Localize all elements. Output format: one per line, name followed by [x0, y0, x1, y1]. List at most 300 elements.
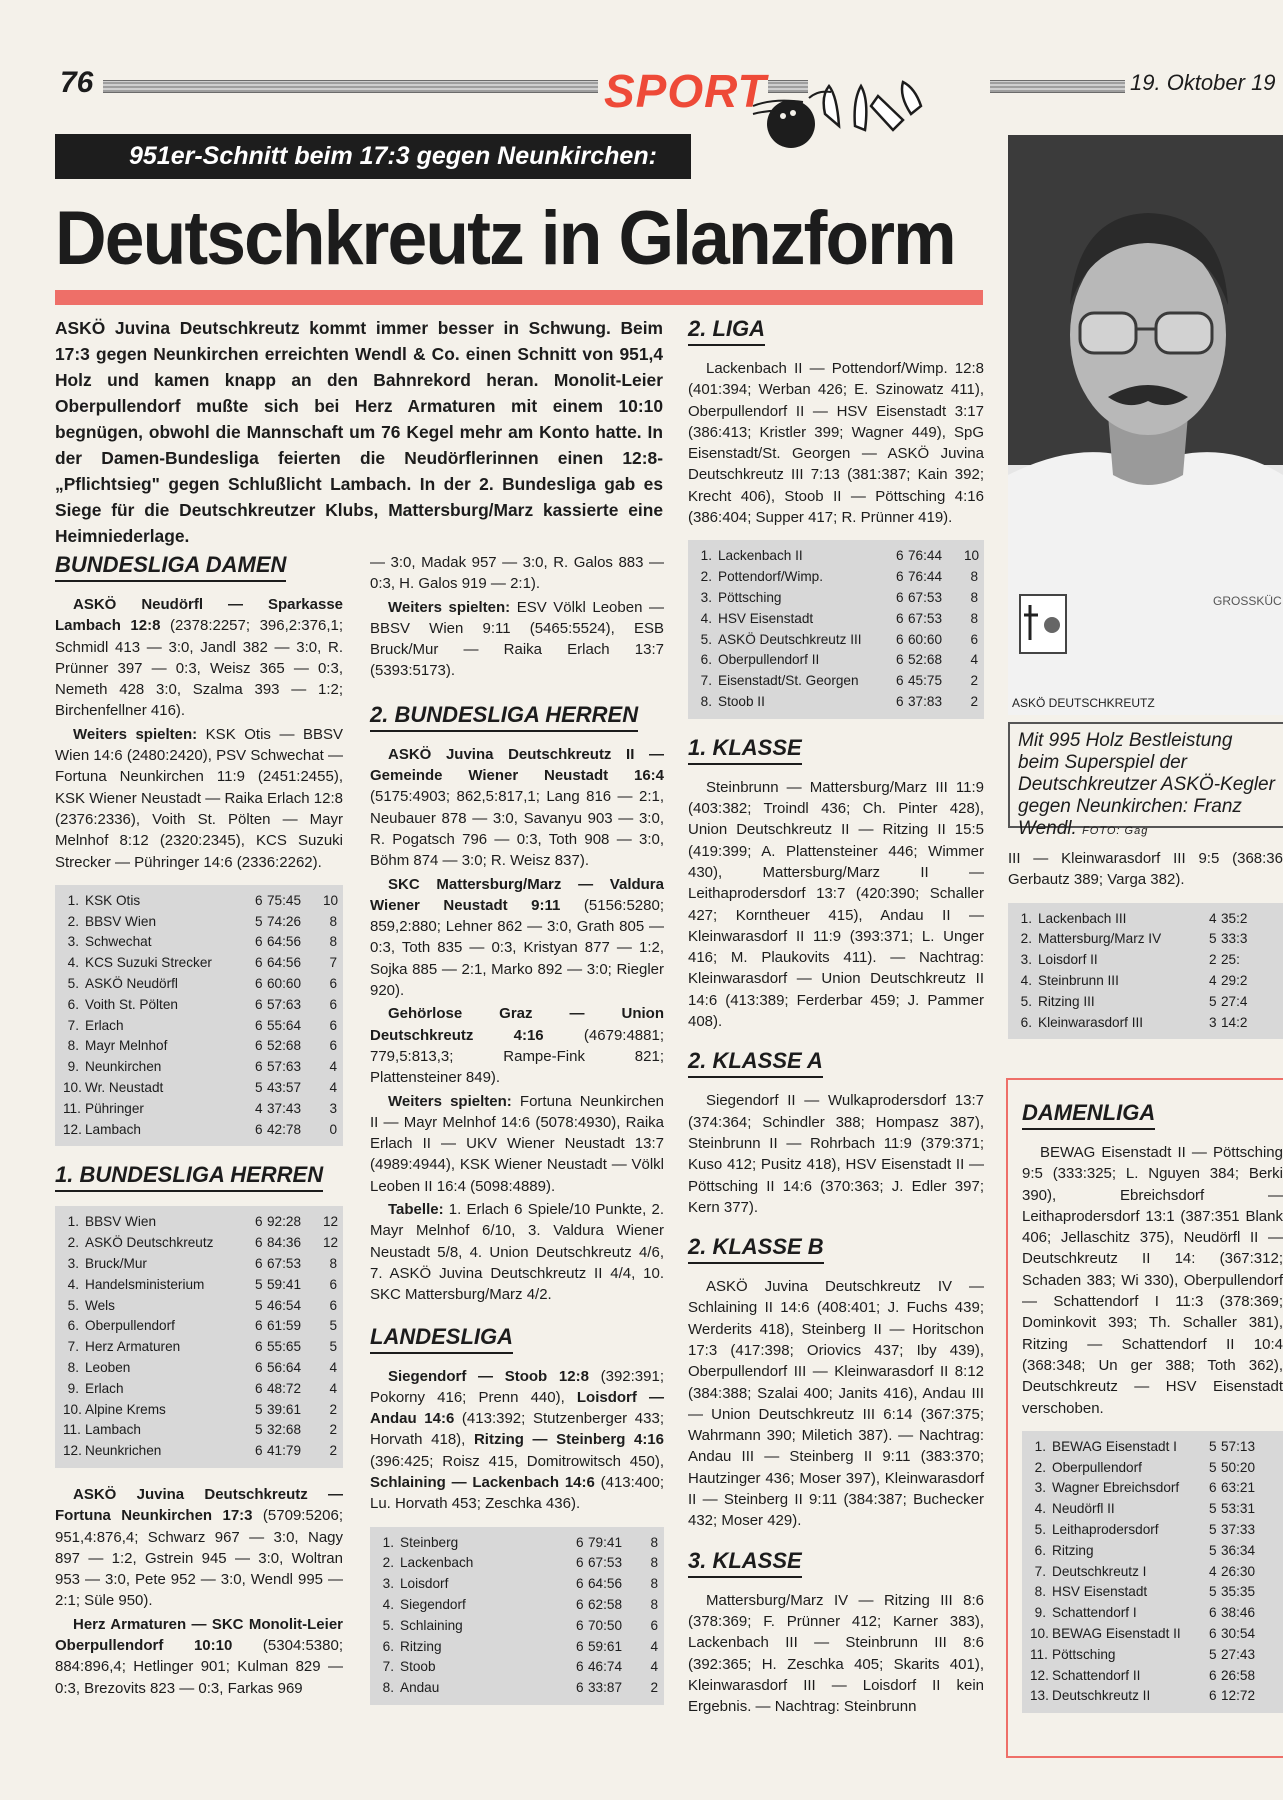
section-heading-2-liga: 2. LIGA [688, 316, 765, 346]
standings-team: Deutschkreutz I [1052, 1563, 1147, 1579]
standings-row [696, 650, 978, 671]
standings-team: Eisenstadt/St. Georgen [718, 673, 859, 689]
standings-row [63, 1016, 337, 1037]
match-details: Fortuna Neunkirchen II — Mayr Melnhof 14:6 (5078:4930), Raika Erlach II — UKV Wiener Neustadt 13:7 (4989:4944), KSK Wiener Neustadt — Völkl Leoben II 16:4 (5098:4889). [370, 1092, 664, 1195]
standings-team: Deutschkreutz II [1052, 1688, 1151, 1704]
standings-score: 30:54 [1221, 1626, 1256, 1642]
standings-pts: 10 [964, 548, 980, 564]
standings-games: 6 [255, 1443, 263, 1459]
match-headline: SKC Mattersburg/Marz — Valdura Wiener Neustadt 9:11 [370, 875, 664, 914]
standings-score: 76:44 [908, 569, 943, 585]
section-heading-bundesliga-damen: BUNDESLIGA DAMEN [55, 552, 286, 582]
standings-row [1030, 1541, 1277, 1562]
standings-pts: 4 [329, 1080, 337, 1096]
report-paragraph [370, 1003, 664, 1088]
standings-games: 6 [255, 1235, 263, 1251]
standings-score: 35:2 [1221, 910, 1248, 926]
standings-score: 79:41 [588, 1534, 623, 1550]
standings-pts: 2 [329, 1401, 337, 1417]
standings-score: 57:13 [1221, 1438, 1256, 1454]
standings-pos: 4. [700, 610, 712, 626]
standings-row [63, 974, 337, 995]
standings-pts: 12 [323, 1214, 339, 1230]
standings-score: 29:2 [1221, 972, 1248, 988]
standings-pos: 7. [700, 673, 712, 689]
section-heading-damenliga: DAMENLIGA [1022, 1100, 1155, 1130]
standings-pos: 2. [67, 913, 79, 929]
standings-pos: 6. [67, 996, 79, 1012]
standings-row [1016, 992, 1277, 1013]
standings-pos: 5. [700, 631, 712, 647]
match-headline: Siegendorf — Stoob 12:8 [388, 1367, 589, 1385]
standings-table-bundesliga-damen [55, 885, 343, 1147]
report-paragraph: — 3:0, Madak 957 — 3:0, R. Galos 883 — 0:3, H. Galos 919 — 2:1). [370, 554, 664, 593]
report-paragraph: Lackenbach II — Pottendorf/Wimp. 12:8 (401:394; Werban 426; E. Szinowatz 411), Oberpullendorf II — HSV Eisenstadt 3:17 (386:413; Kristler 399; Wagner 449), SpG Eisenstadt/St. Georgen — ASKÖ Juvina Deutschkreutz III 7:13 (381:387; Kain 392; Krecht 406), Stoob II — Pöttsching 4:16 (386:404; Supper 417; R. Prünner 419). [688, 360, 984, 527]
standings-row [1030, 1478, 1277, 1499]
standings-row [63, 1254, 337, 1275]
standings-team: Schattendorf II [1052, 1667, 1141, 1683]
report-paragraph: Mattersburg/Marz IV — Ritzing III 8:6 (378:369; F. Prünner 412; Karner 383), Lackenbach III — Steinbrunn III 8:6 (392:365; H. Zeschka 405; Skarits 401), Kleinwarasdorf III — Loisdorf II kein Ergebnis. — Nachtrag: Steinbrunn [688, 1591, 984, 1716]
standings-pos: 5. [1034, 1522, 1046, 1538]
section-title: SPORT [604, 65, 767, 117]
standings-games: 6 [255, 1318, 263, 1334]
page-number: 76 [60, 66, 94, 99]
standings-row [696, 588, 978, 609]
standings-pos: 3. [1020, 952, 1032, 968]
standings-games: 6 [255, 1256, 263, 1272]
standings-pts: 6 [329, 976, 337, 992]
standings-pos: 5. [67, 976, 79, 992]
standings-pos: 2. [1020, 931, 1032, 947]
standings-row [63, 932, 337, 953]
standings-pos: 12. [63, 1121, 82, 1137]
standings-team: ASKÖ Deutschkreutz [85, 1235, 214, 1251]
report-paragraph [370, 1199, 664, 1305]
match-details: (413:392; Stutzenberger 433; Horvath 418), [370, 1410, 664, 1449]
standings-score: 38:46 [1221, 1605, 1256, 1621]
standings-team: KSK Otis [85, 892, 141, 908]
standings-row [1030, 1458, 1277, 1479]
standings-pts: 6 [329, 1297, 337, 1313]
standings-score: 63:21 [1221, 1480, 1256, 1496]
section-heading-2-bundesliga-herren: 2. BUNDESLIGA HERREN [370, 702, 638, 732]
standings-team: Erlach [85, 1017, 124, 1033]
standings-row [1030, 1666, 1277, 1687]
standings-team: Wels [85, 1297, 115, 1313]
standings-pos: 2. [67, 1235, 79, 1251]
standings-team: Stoob II [718, 693, 765, 709]
standings-pts: 3 [329, 1100, 337, 1116]
column-1 [55, 552, 343, 1701]
standings-pos: 1. [382, 1534, 394, 1550]
standings-row [1030, 1499, 1277, 1520]
match-headline: Weiters spielten: [73, 725, 198, 743]
match-details: ESV Völkl Leoben — BBSV Wien 9:11 (5465:5524), ESB Bruck/Mur — Raika Erlach 13:7 (5393:5173). [370, 598, 664, 680]
standings-pts: 10 [323, 892, 339, 908]
standings-pos: 1. [1020, 910, 1032, 926]
section-heading-2-klasse-a: 2. KLASSE A [688, 1048, 823, 1078]
standings-team: Mattersburg/Marz IV [1038, 931, 1162, 947]
standings-pts: 6 [650, 1617, 658, 1633]
match-headline: Herz Armaturen — SKC Monolit-Leier Oberpullendorf 10:10 [55, 1615, 343, 1655]
report-paragraph [55, 724, 343, 873]
standings-games: 6 [896, 589, 904, 605]
standings-score: 55:65 [267, 1339, 302, 1355]
standings-score: 52:68 [908, 652, 943, 668]
standings-pos: 7. [1034, 1563, 1046, 1579]
standings-games: 6 [896, 610, 904, 626]
standings-games: 6 [255, 1339, 263, 1355]
standings-score: 67:53 [267, 1256, 302, 1272]
standings-score: 62:58 [588, 1596, 623, 1612]
match-headline: ASKÖ Juvina Deutschkreutz II — Gemeinde Wiener Neustadt 16:4 [370, 745, 664, 785]
standings-pos: 5. [1020, 993, 1032, 1009]
standings-games: 5 [1209, 1522, 1217, 1538]
standings-team: Siegendorf [400, 1596, 466, 1612]
standings-row [63, 1400, 337, 1421]
standings-score: 64:56 [267, 955, 302, 971]
standings-team: Schattendorf I [1052, 1605, 1137, 1621]
standings-team: Schwechat [85, 934, 152, 950]
standings-score: 60:60 [908, 631, 943, 647]
standings-games: 6 [576, 1617, 584, 1633]
standings-games: 6 [576, 1596, 584, 1612]
standings-pts: 8 [329, 913, 337, 929]
standings-pos: 13. [1030, 1688, 1049, 1704]
standings-pos: 9. [67, 1380, 79, 1396]
standings-team: Loisdorf [400, 1576, 449, 1592]
standings-row [63, 1078, 337, 1099]
standings-games: 6 [1209, 1688, 1217, 1704]
standings-pts: 2 [970, 693, 978, 709]
standings-games: 2 [1209, 952, 1217, 968]
standings-games: 6 [255, 892, 263, 908]
section-heading-1-klasse: 1. KLASSE [688, 735, 802, 765]
photo-caption [1008, 722, 1283, 839]
standings-team: Alpine Krems [85, 1401, 166, 1417]
standings-pts: 8 [970, 569, 978, 585]
standings-team: Bruck/Mur [85, 1256, 147, 1272]
standings-score: 67:53 [908, 589, 943, 605]
standings-score: 67:53 [908, 610, 943, 626]
column-3 [688, 316, 984, 1719]
standings-team: Lackenbach [400, 1555, 474, 1571]
standings-pts: 6 [329, 996, 337, 1012]
report-paragraph [55, 1614, 343, 1699]
standings-score: 92:28 [267, 1214, 302, 1230]
report-paragraph: III — Kleinwarasdorf III 9:5 (368:36 Gerbautz 389; Varga 382). [1008, 850, 1283, 889]
standings-pos: 11. [63, 1100, 81, 1116]
masthead-rule-left [103, 80, 598, 93]
standings-row [63, 1296, 337, 1317]
standings-games: 6 [896, 673, 904, 689]
standings-row [63, 912, 337, 933]
standings-pos: 6. [1020, 1014, 1032, 1030]
match-details: (2378:2257; 396,2:376,1; Schmidl 413 — 3:0, Jandl 382 — 3:0, R. Prünner 397 — 0:3, Weisz 365 — 0:3, Nemeth 428 3:0, Szalma 393 — 1:2; Birchenfellner 416). [55, 617, 343, 720]
standings-pts: 4 [329, 1380, 337, 1396]
standings-games: 6 [576, 1576, 584, 1592]
standings-pos: 12. [1030, 1667, 1049, 1683]
1-klasse-report [688, 777, 984, 1033]
standings-score: 64:56 [267, 934, 302, 950]
standings-team: BEWAG Eisenstadt II [1052, 1626, 1181, 1642]
standings-score: 43:57 [267, 1080, 302, 1096]
standings-score: 60:60 [267, 976, 302, 992]
standings-score: 37:83 [908, 693, 943, 709]
standings-pos: 7. [67, 1017, 79, 1033]
standings-team: Voith St. Pölten [85, 996, 178, 1012]
standings-score: 67:53 [588, 1555, 623, 1571]
standings-games: 6 [255, 1121, 263, 1137]
standings-score: 39:61 [267, 1401, 302, 1417]
standings-pts: 2 [970, 673, 978, 689]
standings-row [696, 609, 978, 630]
standings-team: BBSV Wien [85, 913, 157, 929]
standings-row [378, 1637, 658, 1658]
report-paragraph [370, 597, 664, 682]
column-2-continuation [370, 552, 664, 682]
standings-score: 57:63 [267, 996, 302, 1012]
standings-pts: 6 [329, 1017, 337, 1033]
standings-team: Ritzing [400, 1638, 442, 1654]
landesliga-report [370, 1366, 664, 1515]
standings-team: Lackenbach II [718, 548, 803, 564]
standings-games: 5 [255, 1276, 263, 1292]
match-headline: Gehörlose Graz — Union Deutschkreutz 4:16 [370, 1005, 664, 1044]
standings-score: 42:78 [267, 1121, 302, 1137]
standings-team: BBSV Wien [85, 1214, 157, 1230]
standings-pos: 6. [1034, 1542, 1046, 1558]
standings-row [63, 1212, 337, 1233]
standings-team: Wagner Ebreichsdorf [1052, 1480, 1180, 1496]
standings-team: Neudörfl II [1052, 1501, 1115, 1517]
3-klasse-report [688, 1590, 984, 1718]
article-headline: Deutschkreutz in Glanzform [55, 196, 955, 281]
standings-games: 4 [1209, 1563, 1217, 1579]
standings-row [1030, 1645, 1277, 1666]
standings-pts: 7 [329, 955, 337, 971]
standings-games: 5 [1209, 1459, 1217, 1475]
standings-team: Loisdorf II [1038, 952, 1098, 968]
standings-games: 5 [1209, 1501, 1217, 1517]
standings-pos: 3. [67, 1256, 79, 1272]
standings-pos: 8. [67, 1038, 79, 1054]
standings-pos: 7. [67, 1339, 79, 1355]
standings-score: 59:61 [588, 1638, 623, 1654]
standings-score: 37:33 [1221, 1522, 1256, 1538]
standings-pos: 9. [1034, 1605, 1046, 1621]
standings-pos: 4. [382, 1596, 394, 1612]
standings-pos: 3. [1034, 1480, 1046, 1496]
standings-team: Stoob [400, 1659, 436, 1675]
standings-score: 26:58 [1221, 1667, 1256, 1683]
standings-games: 5 [255, 1401, 263, 1417]
standings-games: 6 [255, 1360, 263, 1375]
standings-row [696, 567, 978, 588]
standings-pts: 4 [329, 1059, 337, 1075]
standings-score: 35:35 [1221, 1584, 1256, 1600]
standings-games: 6 [896, 569, 904, 585]
match-headline: Ritzing — Steinberg 4:16 [473, 1431, 664, 1449]
standings-pos: 5. [67, 1297, 79, 1313]
standings-row [1016, 909, 1277, 930]
standings-score: 25: [1221, 952, 1240, 968]
standings-pos: 9. [67, 1059, 79, 1075]
standings-pos: 7. [382, 1659, 394, 1675]
standings-score: 50:20 [1221, 1459, 1256, 1475]
standings-row [1030, 1520, 1277, 1541]
standings-row [63, 953, 337, 974]
standings-pos: 2. [1034, 1459, 1046, 1475]
match-details: (5709:5206; 951,4:876,4; Schwarz 967 — 3:0, Nagy 897 — 1:2, Gstrein 945 — 3:0, Woltran 953 — 3:0, Pete 952 — 3:0, Wendl 995 — 2:1; Süle 950). [55, 1507, 343, 1610]
standings-pos: 8. [382, 1680, 394, 1696]
standings-team: Lambach [85, 1422, 141, 1438]
match-details: (5304:5380; 884:896,4; Hetlinger 901; Kulman 829 — 0:3, Brezovits 823 — 0:3, Farkas 969 [55, 1637, 343, 1697]
standings-games: 6 [1209, 1480, 1217, 1496]
standings-games: 5 [1209, 1542, 1217, 1558]
standings-pts: 8 [650, 1534, 658, 1550]
standings-table-landesliga [370, 1527, 664, 1705]
standings-pts: 6 [970, 631, 978, 647]
standings-row [63, 1120, 337, 1141]
standings-pts: 8 [650, 1576, 658, 1592]
photo-sign-text: GROSSKÜC [1213, 594, 1282, 608]
match-details: (4679:4881; 779,5:813,3; Rampe-Fink 821; Plattensteiner 849). [370, 1026, 664, 1087]
standings-team: Schlaining [400, 1617, 463, 1633]
standings-games: 5 [1209, 1584, 1217, 1600]
standings-games: 6 [896, 631, 904, 647]
standings-row [63, 1420, 337, 1441]
standings-pts: 2 [650, 1680, 658, 1696]
standings-team: Pöttsching [718, 589, 782, 605]
standings-pts: 8 [329, 1256, 337, 1272]
standings-team: Neunkrichen [85, 1443, 162, 1459]
report-paragraph: ASKÖ Juvina Deutschkreutz IV — Schlaining II 14:6 (408:401; J. Fuchs 439; Werderits 418), Steinberg II — Horitschon 17:3 (417:398; Oriovics 437; Iby 439), Oberpullendorf III — Kleinwarasdorf II 8:12 (384:388; Szalai 400; Janits 416), Andau III — Union Deutschkreutz III 6:14 (367:375; Wahrmann 390; Miletich 387). — Nachtrag: Andau III — Steinberg II 9:11 (383:370; Hautzinger 436; Moser 397), Kleinwarasdorf II — Steinberg II 9:11 (384:387; Buchecker 432; Moser 429). [688, 1278, 984, 1530]
standings-score: 74:26 [267, 913, 302, 929]
standings-team: Wr. Neustadt [85, 1080, 164, 1096]
standings-games: 6 [576, 1680, 584, 1696]
standings-team: KCS Suzuki Strecker [85, 955, 212, 971]
standings-team: Oberpullendorf II [718, 652, 820, 668]
standings-pos: 2. [382, 1555, 394, 1571]
standings-games: 6 [896, 693, 904, 709]
report-paragraph: BEWAG Eisenstadt II — Pöttsching 9:5 (333:325; L. Nguyen 384; Berki 390), Ebreichsdorf — Leithaprodersdorf 13:1 (387:351 Blank 406; Jellaschitz 375), Neudörfl II — Deutschkreutz II 14: (367:312; Schaden 383; Wi 330), Oberpullendorf — Schattendorf I 11:3 (378:369; Dominkovit 393; Th. Schaller 381), Ritzing — Schattendorf II 10:4 (368:348; Un ger 388; Toth 362), Deutschkreutz — HSV Eisenstadt verschoben. [1022, 1144, 1283, 1417]
standings-row [1016, 971, 1277, 992]
match-headline: Weiters spielten: [388, 598, 511, 616]
standings-score: 45:75 [908, 673, 943, 689]
standings-pts: 12 [323, 1235, 339, 1251]
standings-pts: 4 [970, 652, 978, 668]
match-headline: Tabelle: [388, 1201, 444, 1219]
standings-pts: 4 [650, 1659, 658, 1675]
match-headline: Weiters spielten: [388, 1092, 512, 1110]
standings-row [378, 1678, 658, 1699]
standings-table-3-klasse [1008, 903, 1283, 1040]
standings-score: 46:54 [267, 1297, 302, 1313]
standings-team: Lackenbach III [1038, 910, 1127, 926]
standings-team: Neunkirchen [85, 1059, 162, 1075]
standings-games: 6 [255, 1380, 263, 1396]
standings-games: 5 [1209, 993, 1217, 1009]
standings-pos: 11. [1030, 1646, 1048, 1662]
standings-games: 5 [1209, 931, 1217, 947]
standings-games: 6 [896, 548, 904, 564]
standings-row [378, 1616, 658, 1637]
standings-team: Mayr Melnhof [85, 1038, 168, 1054]
standings-row [63, 1057, 337, 1078]
match-headline: ASKÖ Neudörfl — Sparkasse Lambach 12:8 [55, 596, 343, 635]
standings-score: 33:87 [588, 1680, 623, 1696]
match-details: (5156:5280; 859,2:880; Lehner 862 — 3:0, Grath 805 — 0:3, Toth 835 — 0:3, Kristyan 877 — 1:2, Sojka 885 — 2:1, Marko 892 — 3:0; Riegler 920). [370, 896, 664, 1000]
standings-score: 75:45 [267, 892, 302, 908]
standings-score: 33:3 [1221, 931, 1248, 947]
standings-pts: 0 [329, 1121, 337, 1137]
damenliga-report [1022, 1142, 1283, 1419]
report-paragraph [370, 1091, 664, 1197]
standings-score: 27:4 [1221, 993, 1248, 1009]
bundesliga-damen-report [55, 594, 343, 873]
standings-row [63, 1316, 337, 1337]
photo-sign-text: ASKÖ DEUTSCHKREUTZ [1012, 696, 1155, 710]
standings-pos: 1. [67, 1214, 79, 1230]
standings-row [1030, 1603, 1277, 1624]
standings-row [1016, 1013, 1277, 1034]
standings-team: Ritzing III [1038, 993, 1095, 1009]
standings-row [378, 1595, 658, 1616]
standings-pos: 8. [67, 1360, 79, 1375]
standings-score: 57:63 [267, 1059, 302, 1075]
standings-team: HSV Eisenstadt [718, 610, 814, 626]
standings-pts: 8 [650, 1596, 658, 1612]
standings-games: 5 [1209, 1438, 1217, 1454]
standings-row [63, 995, 337, 1016]
damenliga-box [1006, 1078, 1283, 1758]
standings-games: 6 [255, 955, 263, 971]
standings-team: ASKÖ Deutschkreutz III [718, 631, 862, 647]
standings-row [1030, 1582, 1277, 1603]
caption-text: Mit 995 Holz Bestleistung beim Superspiel der Deutschkreutzer ASKÖ-Kegler gegen Neunkirchen: Franz Wendl. [1018, 730, 1275, 839]
standings-row [696, 671, 978, 692]
standings-pos: 6. [700, 652, 712, 668]
standings-row [378, 1553, 658, 1574]
standings-team: Handelsministerium [85, 1276, 205, 1292]
standings-team: BEWAG Eisenstadt I [1052, 1438, 1177, 1454]
standings-games: 6 [576, 1659, 584, 1675]
standings-pos: 3. [700, 589, 712, 605]
standings-pts: 5 [329, 1318, 337, 1334]
match-details: (413:400; Lu. Horvath 453; Zeschka 436). [370, 1473, 664, 1513]
standings-row [1030, 1686, 1277, 1707]
standings-games: 5 [1209, 1646, 1217, 1662]
standings-team: Steinberg [400, 1534, 459, 1550]
standings-team: Pühringer [85, 1100, 144, 1116]
standings-team: Pottendorf/Wimp. [718, 569, 824, 585]
standings-score: 70:50 [588, 1617, 623, 1633]
bundesliga-herren-report [55, 1484, 343, 1699]
standings-team: HSV Eisenstadt [1052, 1584, 1148, 1600]
standings-pos: 1. [1034, 1438, 1046, 1454]
report-paragraph [55, 594, 343, 722]
standings-pos: 6. [67, 1318, 79, 1334]
match-headline: Schlaining — Lackenbach 14:6 [370, 1473, 595, 1491]
standings-score: 37:43 [267, 1100, 302, 1116]
standings-games: 6 [576, 1534, 584, 1550]
standings-games: 6 [255, 1059, 263, 1075]
standings-pos: 5. [382, 1617, 394, 1633]
standings-team: ASKÖ Neudörfl [85, 976, 178, 992]
standings-score: 55:64 [267, 1017, 302, 1033]
standings-score: 52:68 [267, 1038, 302, 1054]
